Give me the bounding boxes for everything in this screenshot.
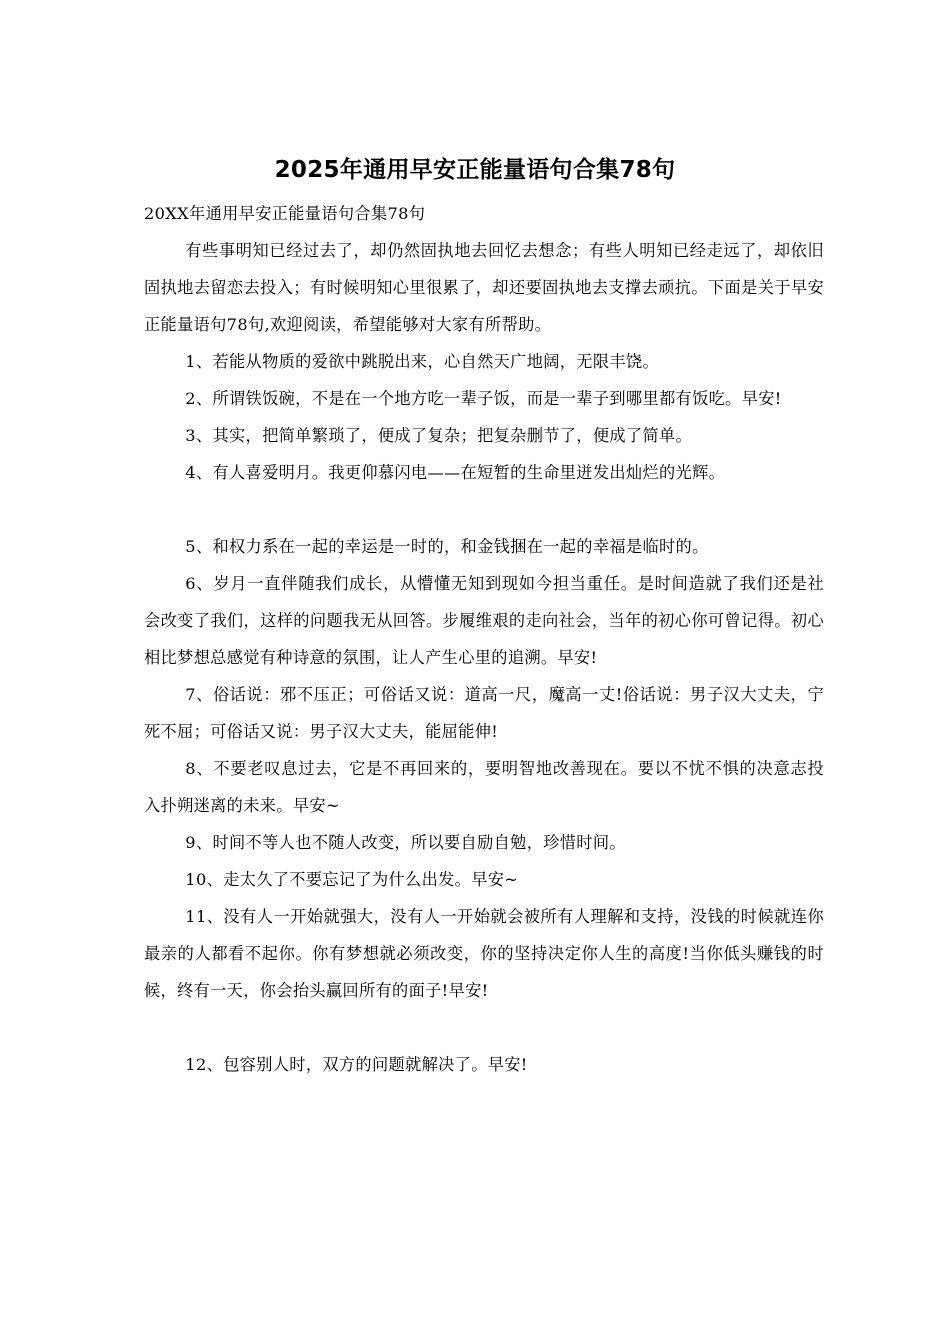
list-item: 9、时间不等人也不随人改变，所以要自励自勉，珍惜时间。 bbox=[185, 833, 626, 852]
document-title: 2025年通用早安正能量语句合集78句 bbox=[274, 157, 676, 183]
intro-paragraph: 有些事明知已经过去了，却仍然固执地去回忆去想念；有些人明知已经走远了，却依旧固执地去留恋去投入；有时候明知心里很累了，却还要固执地去支撑去顽抗。下面是关于早安正能量语句78句,欢迎阅读，希望能够对大家有所帮助。 bbox=[144, 241, 824, 334]
list-item: 11、没有人一开始就强大，没有人一开始就会被所有人理解和支持，没钱的时候就连你最亲的人都看不起你。你有梦想就必须改变，你的坚持决定你人生的高度!当你低头赚钱的时候，终有一天，你会抬头赢回所有的面子!早安! bbox=[144, 907, 824, 1000]
list-item: 3、其实，把简单繁琐了，便成了复杂；把复杂删节了，便成了简单。 bbox=[185, 426, 693, 445]
document-subtitle: 20XX年通用早安正能量语句合集78句 bbox=[144, 204, 426, 223]
list-item: 8、不要老叹息过去，它是不再回来的，要明智地改善现在。要以不忧不惧的决意志投入扑朔迷离的未来。早安~ bbox=[144, 759, 824, 815]
list-item: 2、所谓铁饭碗，不是在一个地方吃一辈子饭，而是一辈子到哪里都有饭吃。早安! bbox=[185, 389, 782, 408]
list-item: 1、若能从物质的爱欲中跳脱出来，心自然天广地阔，无限丰饶。 bbox=[185, 352, 659, 371]
document-body bbox=[144, 195, 824, 1083]
list-item: 4、有人喜爱明月。我更仰慕闪电——在短暂的生命里迸发出灿烂的光辉。 bbox=[185, 463, 726, 482]
list-item: 6、岁月一直伴随我们成长，从懵懂无知到现如今担当重任。是时间造就了我们还是社会改变了我们，这样的问题我无从回答。步履维艰的走向社会，当年的初心你可曾记得。初心相比梦想总感觉有种诗意的氛围，让人产生心里的追溯。早安! bbox=[144, 574, 824, 667]
list-item: 5、和权力系在一起的幸运是一时的，和金钱捆在一起的幸福是临时的。 bbox=[185, 537, 709, 556]
list-item: 7、俗话说：邪不压正；可俗话又说：道高一尺，魔高一丈!俗话说：男子汉大丈夫，宁死不屈；可俗话又说：男子汉大丈夫，能屈能伸! bbox=[144, 685, 824, 741]
list-item: 10、走太久了不要忘记了为什么出发。早安~ bbox=[185, 870, 519, 889]
list-item: 12、包容别人时，双方的问题就解决了。早安! bbox=[185, 1055, 528, 1074]
